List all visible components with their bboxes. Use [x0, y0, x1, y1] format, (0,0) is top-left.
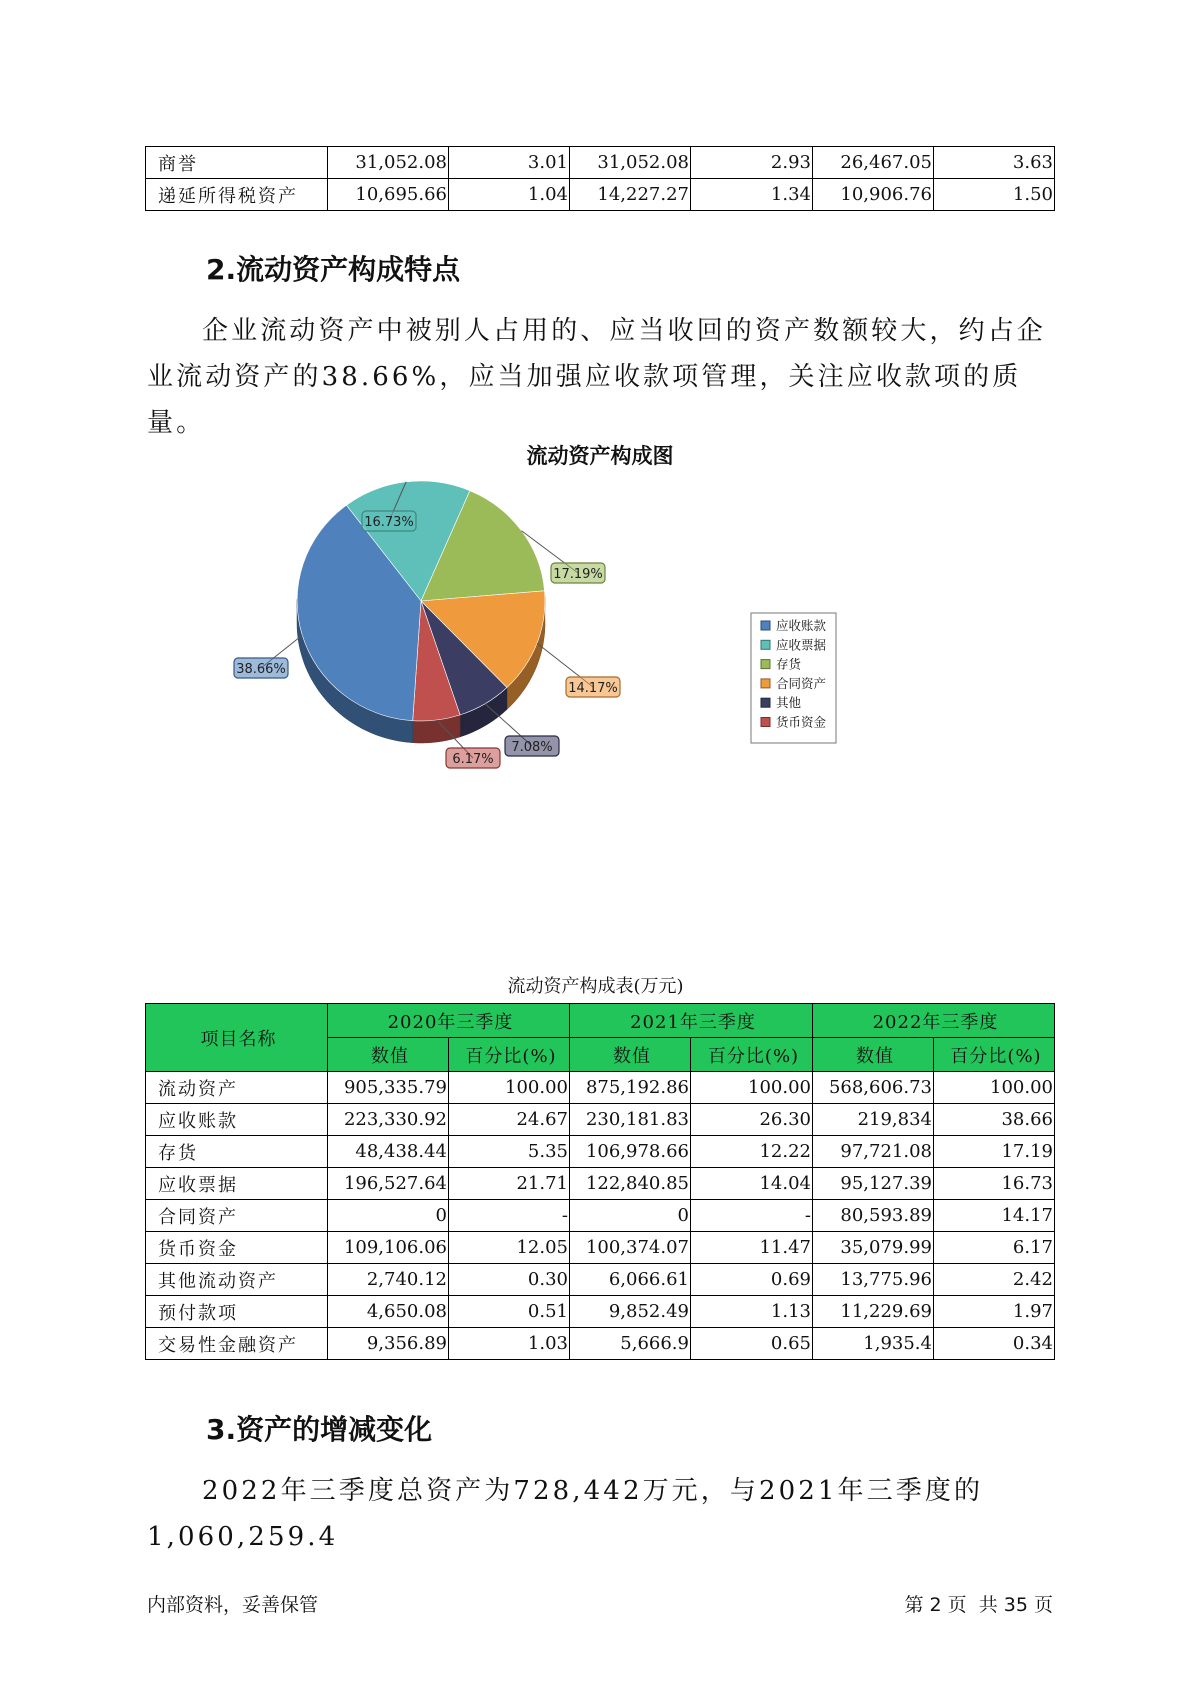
- value-cell: 230,181.83: [570, 1104, 691, 1136]
- row-label: 流动资产: [146, 1072, 328, 1104]
- legend-swatch: [761, 718, 770, 727]
- percent-cell: 0.65: [691, 1328, 813, 1360]
- percent-cell: 24.67: [449, 1104, 570, 1136]
- percent-cell: 100.00: [449, 1072, 570, 1104]
- value-cell: 11,229.69: [813, 1296, 934, 1328]
- value-cell: 5,666.9: [570, 1328, 691, 1360]
- data-label: 6.17%: [452, 752, 494, 767]
- data-label: 16.73%: [364, 515, 414, 530]
- header-percent: 百分比(%): [934, 1038, 1055, 1072]
- row-label: 交易性金融资产: [146, 1328, 328, 1360]
- percent-cell: 0.69: [691, 1264, 813, 1296]
- percent-cell: 17.19: [934, 1136, 1055, 1168]
- table-caption: 流动资产构成表(万元): [507, 976, 684, 997]
- value-cell: 0: [328, 1200, 449, 1232]
- value-cell: 122,840.85: [570, 1168, 691, 1200]
- percent-cell: 26.30: [691, 1104, 813, 1136]
- footer-page-number: 第 2 页 共 35 页: [904, 1594, 1053, 1616]
- percent-cell: 0.34: [934, 1328, 1055, 1360]
- chart-title: 流动资产构成图: [526, 444, 674, 468]
- table-row: [146, 1328, 1055, 1360]
- chart-legend: [751, 613, 836, 743]
- percent-cell: 2.42: [934, 1264, 1055, 1296]
- table-row: [146, 1264, 1055, 1296]
- header-value: 数值: [813, 1038, 934, 1072]
- value-cell: 31,052.08: [328, 147, 449, 179]
- legend-label: 合同资产: [776, 675, 827, 691]
- table-row: [146, 1232, 1055, 1264]
- percent-cell: 100.00: [934, 1072, 1055, 1104]
- value-cell: 905,335.79: [328, 1072, 449, 1104]
- header-item-name: 项目名称: [146, 1004, 328, 1072]
- value-cell: 9,356.89: [328, 1328, 449, 1360]
- percent-cell: 1.97: [934, 1296, 1055, 1328]
- percent-cell: 12.22: [691, 1136, 813, 1168]
- value-cell: 80,593.89: [813, 1200, 934, 1232]
- row-label: 应收票据: [146, 1168, 328, 1200]
- percent-cell: 5.35: [449, 1136, 570, 1168]
- value-cell: 10,906.76: [813, 179, 934, 211]
- percent-cell: 1.13: [691, 1296, 813, 1328]
- table-row: [146, 1104, 1055, 1136]
- row-label: 存货: [146, 1136, 328, 1168]
- value-cell: 568,606.73: [813, 1072, 934, 1104]
- header-period-2020: 2020年三季度: [328, 1004, 570, 1038]
- row-label: 货币资金: [146, 1232, 328, 1264]
- value-cell: 48,438.44: [328, 1136, 449, 1168]
- percent-cell: 38.66: [934, 1104, 1055, 1136]
- percent-cell: 3.01: [449, 147, 570, 179]
- data-label: 38.66%: [236, 662, 286, 677]
- header-period-2021: 2021年三季度: [570, 1004, 813, 1038]
- row-label: 合同资产: [146, 1200, 328, 1232]
- pie-chart: [0, 0, 1191, 780]
- value-cell: 14,227.27: [570, 179, 691, 211]
- header-period-2022: 2022年三季度: [813, 1004, 1055, 1038]
- value-cell: 196,527.64: [328, 1168, 449, 1200]
- value-cell: 10,695.66: [328, 179, 449, 211]
- value-cell: 4,650.08: [328, 1296, 449, 1328]
- legend-label: 存货: [776, 656, 802, 672]
- percent-cell: 1.04: [449, 179, 570, 211]
- row-label: 应收账款: [146, 1104, 328, 1136]
- percent-cell: 1.03: [449, 1328, 570, 1360]
- value-cell: 35,079.99: [813, 1232, 934, 1264]
- table-row: [146, 1136, 1055, 1168]
- legend-swatch: [761, 621, 770, 630]
- legend-swatch: [761, 698, 770, 707]
- percent-cell: 1.50: [934, 179, 1055, 211]
- legend-label: 其他: [776, 695, 802, 711]
- value-cell: 1,935.4: [813, 1328, 934, 1360]
- percent-cell: 2.93: [691, 147, 813, 179]
- percent-cell: 12.05: [449, 1232, 570, 1264]
- table-row: [146, 1296, 1055, 1328]
- percent-cell: 16.73: [934, 1168, 1055, 1200]
- percent-cell: 14.04: [691, 1168, 813, 1200]
- section-heading-asset-change: 3.资产的增减变化: [206, 1413, 433, 1446]
- percent-cell: 11.47: [691, 1232, 813, 1264]
- table-row: [146, 1168, 1055, 1200]
- value-cell: 2,740.12: [328, 1264, 449, 1296]
- header-percent: 百分比(%): [691, 1038, 813, 1072]
- value-cell: 100,374.07: [570, 1232, 691, 1264]
- value-cell: 875,192.86: [570, 1072, 691, 1104]
- current-assets-table: [145, 1003, 1055, 1360]
- percent-cell: 0.51: [449, 1296, 570, 1328]
- percent-cell: 6.17: [934, 1232, 1055, 1264]
- footer-confidential: 内部资料，妥善保管: [147, 1594, 319, 1616]
- value-cell: 109,106.06: [328, 1232, 449, 1264]
- header-value: 数值: [328, 1038, 449, 1072]
- row-label: 预付款项: [146, 1296, 328, 1328]
- percent-cell: 14.17: [934, 1200, 1055, 1232]
- value-cell: 219,834: [813, 1104, 934, 1136]
- value-cell: 9,852.49: [570, 1296, 691, 1328]
- percent-cell: 100.00: [691, 1072, 813, 1104]
- section-heading-current-assets: 2.流动资产构成特点: [206, 253, 461, 286]
- legend-label: 应收账款: [776, 618, 827, 633]
- row-label: 递延所得税资产: [146, 179, 328, 211]
- percent-cell: 0.30: [449, 1264, 570, 1296]
- table-row: [146, 1072, 1055, 1104]
- value-cell: 97,721.08: [813, 1136, 934, 1168]
- value-cell: 223,330.92: [328, 1104, 449, 1136]
- legend-swatch: [761, 679, 770, 688]
- header-percent: 百分比(%): [449, 1038, 570, 1072]
- section-paragraph-asset-change: 2022年三季度总资产为728,442万元，与2021年三季度的1,060,259.4: [147, 1476, 984, 1552]
- legend-swatch: [761, 660, 770, 669]
- value-cell: 13,775.96: [813, 1264, 934, 1296]
- data-label: 14.17%: [568, 681, 618, 696]
- legend-swatch: [761, 640, 770, 649]
- legend-label: 应收票据: [776, 637, 827, 653]
- value-cell: 95,127.39: [813, 1168, 934, 1200]
- row-label: 其他流动资产: [146, 1264, 328, 1296]
- header-value: 数值: [570, 1038, 691, 1072]
- row-label: 商誉: [146, 147, 328, 179]
- value-cell: 0: [570, 1200, 691, 1232]
- value-cell: 31,052.08: [570, 147, 691, 179]
- section-paragraph-current-assets: 企业流动资产中被别人占用的、应当收回的资产数额较大，约占企业流动资产的38.66%，应当加强应收款项管理，关注应收款项的质量。: [147, 316, 1046, 438]
- table-row: [146, 1200, 1055, 1232]
- percent-cell: 21.71: [449, 1168, 570, 1200]
- percent-cell: -: [449, 1200, 570, 1232]
- percent-cell: 1.34: [691, 179, 813, 211]
- percent-cell: -: [691, 1200, 813, 1232]
- value-cell: 106,978.66: [570, 1136, 691, 1168]
- data-label: 17.19%: [553, 567, 603, 582]
- value-cell: 26,467.05: [813, 147, 934, 179]
- data-label: 7.08%: [511, 740, 553, 755]
- percent-cell: 3.63: [934, 147, 1055, 179]
- value-cell: 6,066.61: [570, 1264, 691, 1296]
- legend-label: 货币资金: [776, 714, 827, 730]
